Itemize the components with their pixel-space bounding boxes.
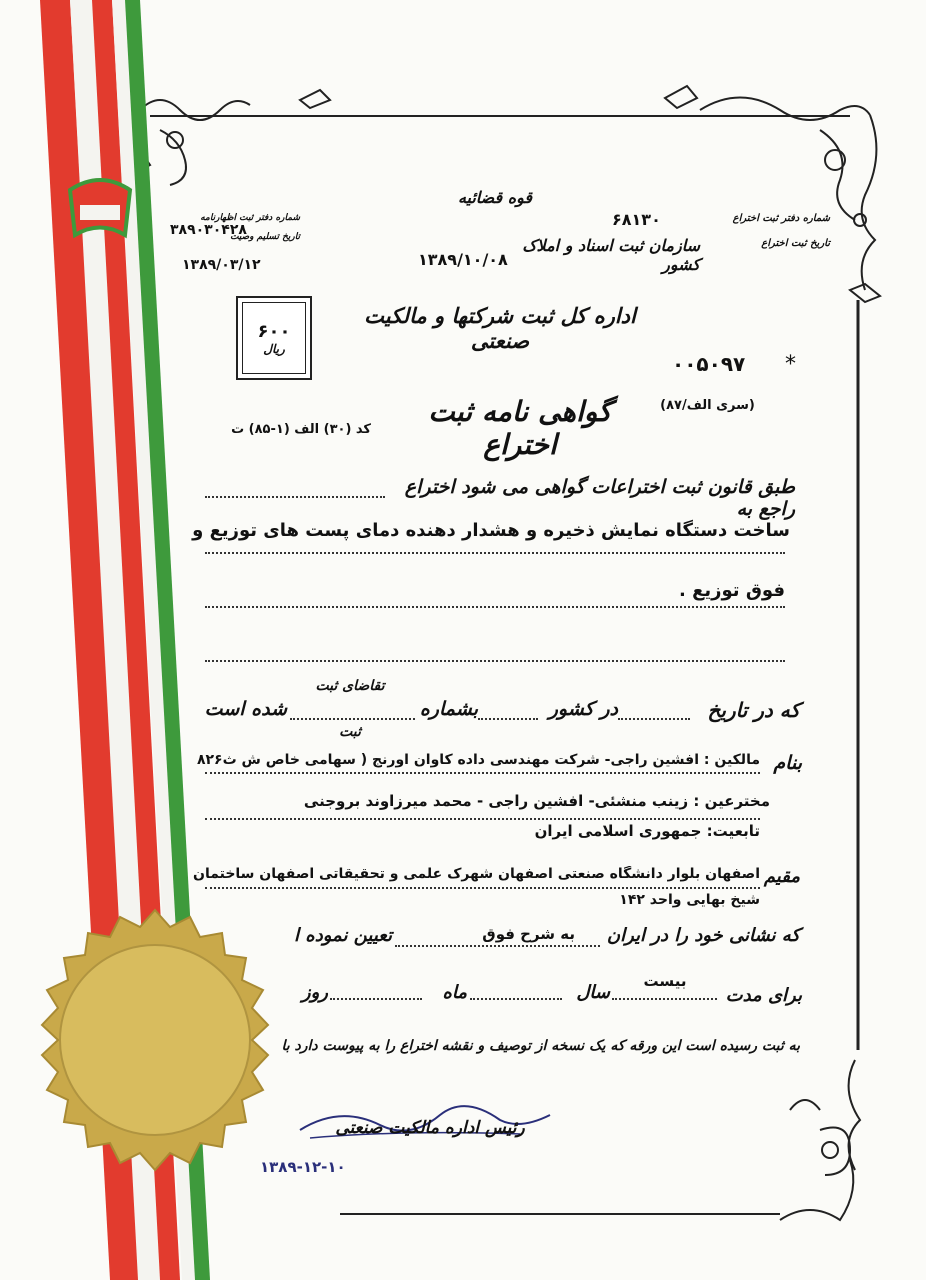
month-word: ماه <box>442 982 467 1003</box>
invention-dotted-line-2 <box>205 606 785 608</box>
reg-number-label: شماره دفتر ثبت اختراع <box>732 213 830 224</box>
certificate-title: گواهی نامه ثبت اختراع <box>428 395 612 461</box>
reg-date: ۱۳۸۹/۱۰/۰۸ <box>418 250 508 269</box>
number-dotted <box>290 718 415 720</box>
day-word: روز <box>301 982 328 1003</box>
year-word: سال <box>576 982 610 1003</box>
signature-title: رئیس اداره مالکیت صنعتی <box>335 1118 525 1138</box>
invention-dotted-line-1 <box>205 552 785 554</box>
country-dotted <box>478 718 538 720</box>
days-dotted <box>330 998 422 1000</box>
address-dotted <box>205 887 760 889</box>
domicile-dotted <box>395 945 600 947</box>
address-line-1: اصفهان بلوار دانشگاه صنعتی اصفهان شهرک علمی و تحقیقاتی اصفهان ساختمان <box>193 866 760 882</box>
duration-phrase: برای مدت <box>725 985 802 1006</box>
delivery-date-label: تاریخ تسلیم وصیت <box>230 232 300 242</box>
reg-date-label: تاریخ ثبت اختراع <box>761 238 830 249</box>
delivery-date: ۱۳۸۹/۰۳/۱۲ <box>182 257 261 273</box>
invention-line-1: ساخت دستگاه نمایش ذخیره و هشدار دهنده دمای پست های توزیع و <box>192 520 790 541</box>
country-phrase: در کشور <box>548 698 618 720</box>
bottom-right-flourish-icon <box>780 1060 860 1220</box>
years-value: بیست <box>643 972 687 990</box>
form-code: کد (۳۰) الف (۱-۸۵) ت <box>231 422 371 437</box>
as-above-text: به شرح فوق <box>482 925 575 943</box>
intro-text: طبق قانون ثبت اختراعات گواهی می شود اختراع راجع به <box>404 476 795 520</box>
serial-number: ۰۰۵۰۹۷ <box>672 352 746 376</box>
years-dotted <box>612 998 717 1000</box>
invention-line-2: فوق توزیع . <box>679 580 785 601</box>
serial-series: (سری الف/۸۷) <box>660 398 755 413</box>
serial-star-icon: * <box>785 352 796 377</box>
gold-seal <box>20 905 290 1175</box>
department-title: اداره کل ثبت شرکتها و مالکیت صنعتی <box>364 303 636 353</box>
closing-text: به ثبت رسیده است این ورقه که یک نسخه از توصیف و نقشه اختراع را به پیوست دارد با <box>281 1038 800 1054</box>
done-phrase: شده است <box>204 698 287 720</box>
number-phrase: بشماره <box>419 698 478 720</box>
blank-dotted-line <box>205 660 785 662</box>
date-dotted <box>618 718 690 720</box>
org-title: سازمان ثبت اسناد و املاک کشور <box>522 236 700 274</box>
resident-label: مقیم <box>763 866 800 887</box>
months-dotted <box>470 998 562 1000</box>
stamp-unit: ریال <box>263 341 285 356</box>
intro-dotted-line <box>205 496 385 498</box>
owners-dotted <box>205 772 760 774</box>
reg-number: ۶۸۱۳۰ <box>612 210 661 229</box>
name-label: بنام <box>773 752 802 774</box>
stamp-amount: ۶۰۰ <box>257 320 291 342</box>
date-phrase: که در تاریخ <box>707 698 800 722</box>
registered-phrase: ثبت <box>339 724 361 740</box>
nationality-text: تابعیت: جمهوری اسلامی ایران <box>534 822 760 840</box>
application-phrase: تقاضای ثبت <box>315 678 385 694</box>
revenue-stamp <box>236 296 312 380</box>
intl-number-label: شماره دفتر ثبت اظهارنامه <box>200 213 300 223</box>
address-line-2: شیخ بهایی واحد ۱۴۲ <box>619 892 760 908</box>
inventors-text: مخترعین : زینب منشئی- افشین راجی - محمد میرزاوند بروجنی <box>303 792 770 810</box>
owners-text: مالکین : افشین راجی- شرکت مهندسی داده کاوان اورنج ( سهامی خاص ش ث۸۲۶ <box>196 752 760 768</box>
appointed-phrase: تعیین نموده ا <box>294 925 392 946</box>
domicile-phrase: که نشانی خود را در ایران <box>606 925 800 946</box>
inventors-dotted <box>205 818 760 820</box>
intl-number: ۳۸۹۰۳۰۴۲۸ <box>170 222 247 238</box>
judiciary-title: قوه قضائیه <box>457 188 533 207</box>
signature-date: ۱۳۸۹-۱۲-۱۰ <box>260 1158 346 1176</box>
